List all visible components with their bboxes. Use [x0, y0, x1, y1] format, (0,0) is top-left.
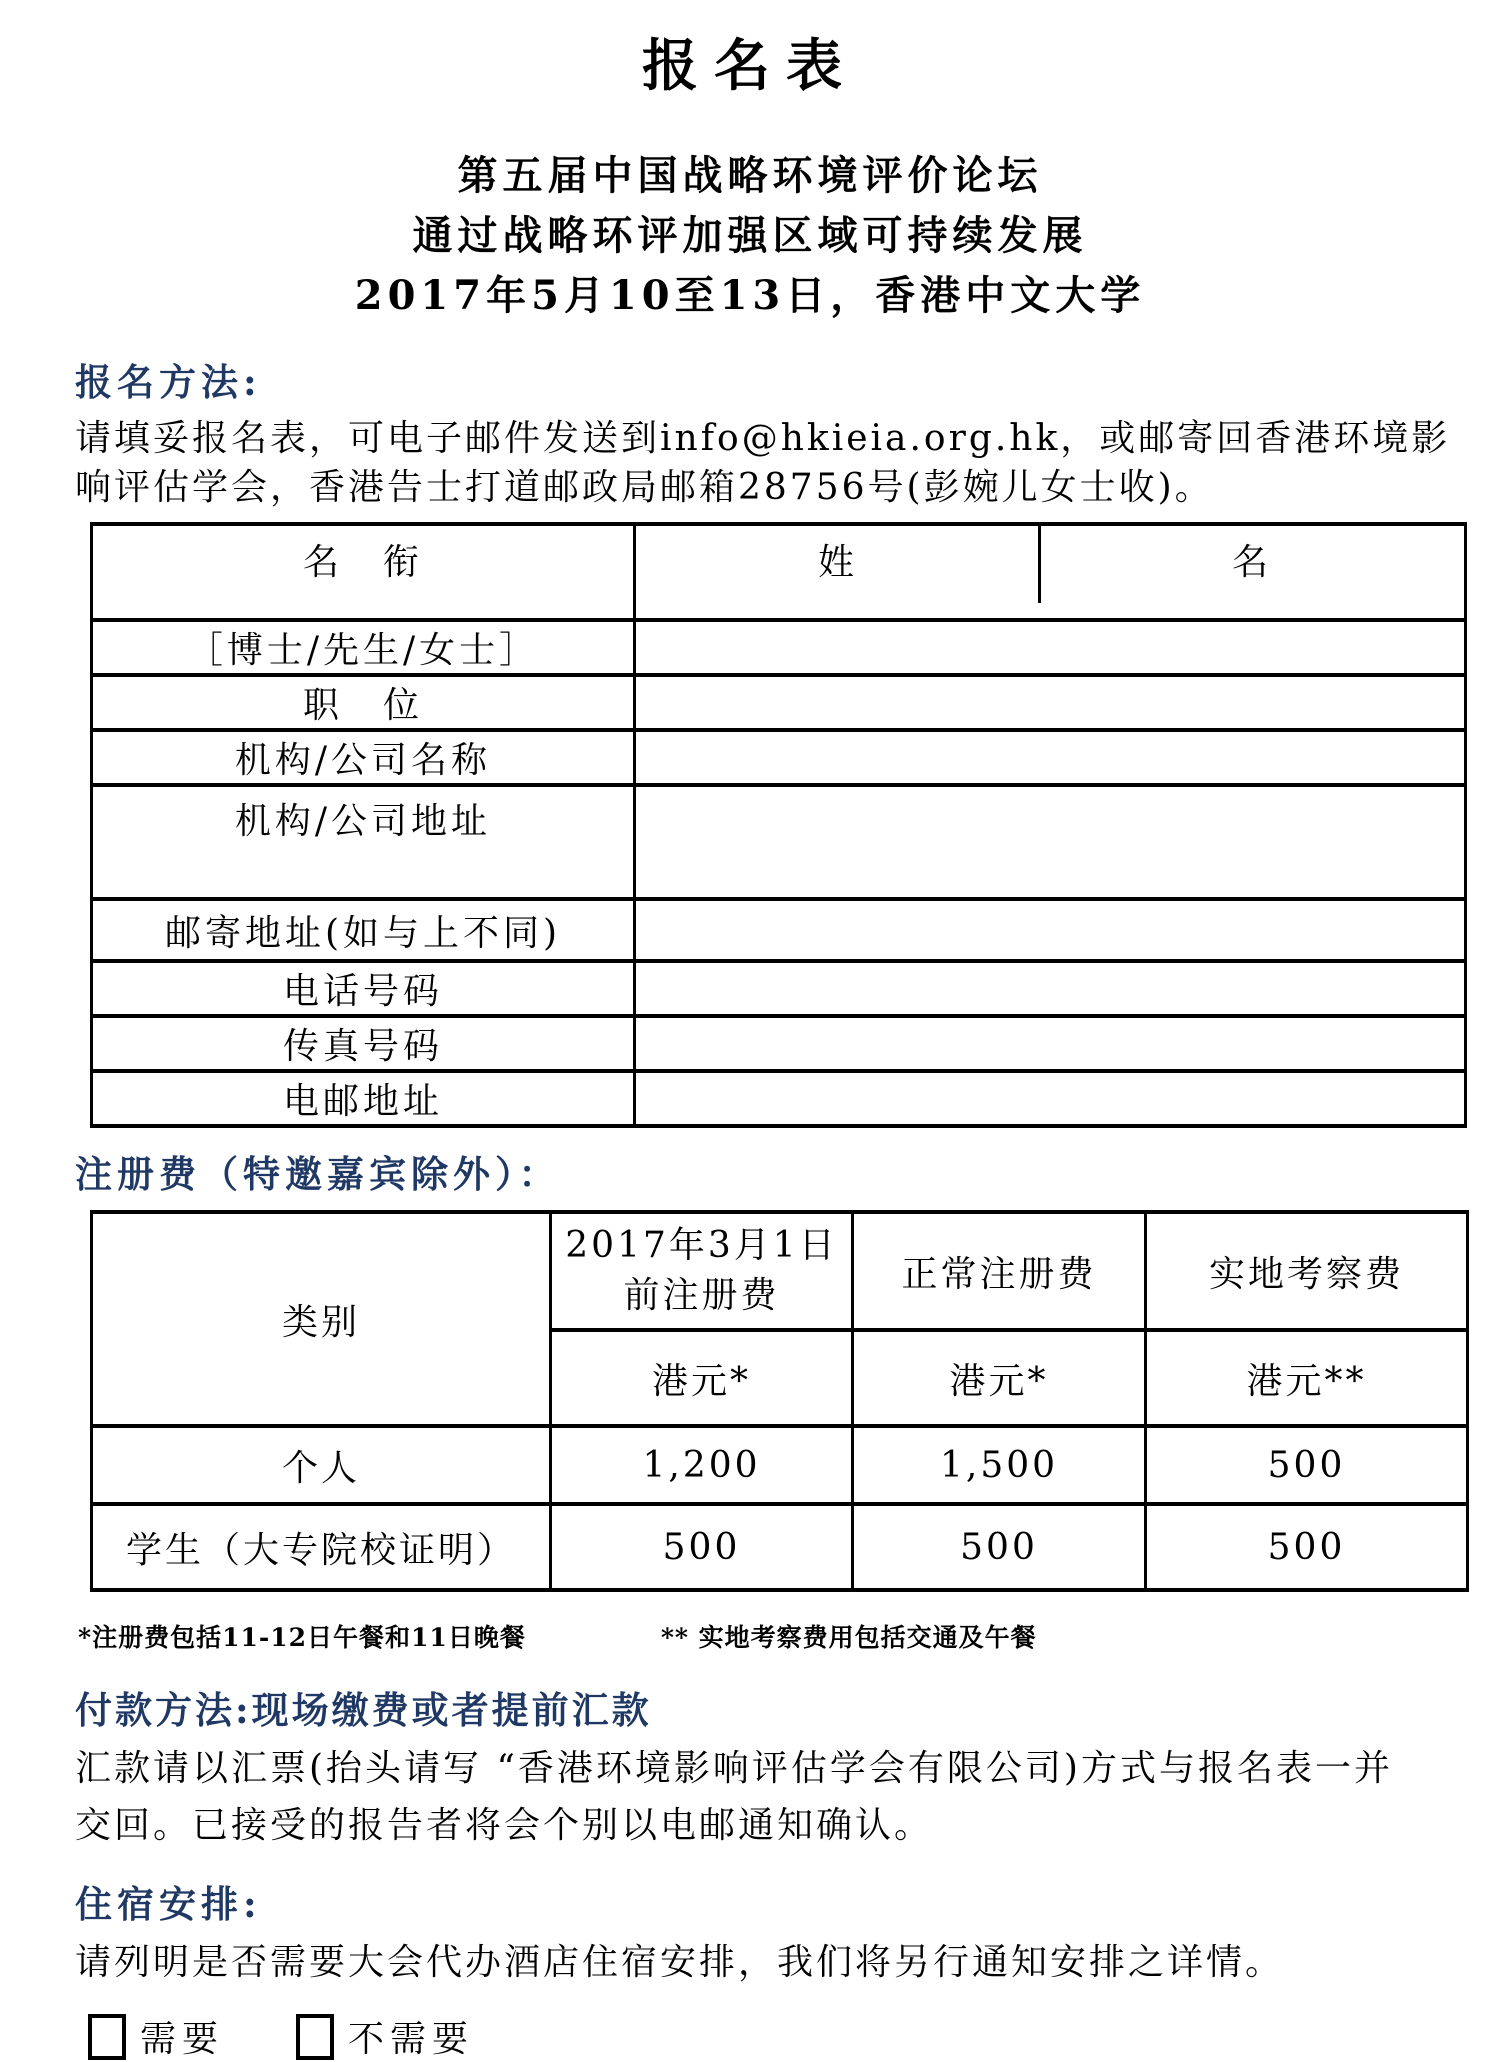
fees-unit-normal: 港元*	[853, 1330, 1146, 1426]
payment-method-heading: 付款方法:现场缴费或者提前汇款	[75, 1688, 652, 1732]
label-organization-name: 机构/公司名称	[92, 730, 635, 785]
fees-row-individual-label: 个人	[92, 1426, 551, 1504]
email-field[interactable]	[635, 1071, 1466, 1126]
fees-table	[90, 1210, 1469, 1592]
no-need-label: 不需要	[348, 2019, 475, 2060]
registration-method-heading: 报名方法:	[75, 360, 262, 404]
need-label: 需要	[140, 2019, 225, 2060]
fees-individual-early: 1,200	[551, 1426, 853, 1504]
table-row	[92, 1016, 1466, 1071]
fees-col-site-visit: 实地考察费	[1146, 1212, 1468, 1330]
phone-field[interactable]	[635, 961, 1466, 1016]
label-position: 职 位	[92, 675, 635, 730]
label-mailing-address: 邮寄地址(如与上不同)	[92, 899, 635, 961]
payment-paragraph	[75, 1740, 1465, 1854]
table-row	[92, 620, 1466, 675]
organization-address-field[interactable]	[635, 785, 1466, 899]
option-need	[88, 2011, 224, 2062]
table-row	[92, 785, 1466, 899]
organization-name-field[interactable]	[635, 730, 1466, 785]
fees-row-student-label: 学生（大专院校证明）	[92, 1504, 551, 1590]
accommodation-heading: 住宿安排:	[75, 1882, 262, 1926]
fees-col-category: 类别	[92, 1212, 551, 1426]
table-row	[92, 1071, 1466, 1126]
fees-student-normal: 500	[853, 1504, 1146, 1590]
table-row	[92, 524, 1466, 620]
fees-col-early-line2: 前注册费	[623, 1275, 780, 1316]
fax-field[interactable]	[635, 1016, 1466, 1071]
surname-field[interactable]: 姓	[635, 524, 1041, 620]
label-salutation: ［博士/先生/女士］	[92, 620, 635, 675]
fees-heading: 注册费（特邀嘉宾除外）：	[75, 1152, 561, 1196]
table-row	[92, 730, 1466, 785]
fees-unit-site: 港元**	[1146, 1330, 1468, 1426]
fees-individual-normal: 1,500	[853, 1426, 1146, 1504]
footnote-site-visit-fee: ** 实地考察费用包括交通及午餐	[660, 1623, 1037, 1652]
table-row	[92, 1212, 1468, 1330]
label-phone: 电话号码	[92, 961, 635, 1016]
mailing-address-field[interactable]	[635, 899, 1466, 961]
personal-info-table	[90, 522, 1467, 1128]
table-row	[92, 1426, 1468, 1504]
table-row	[92, 675, 1466, 730]
fees-col-early-line1: 2017年3月1日	[565, 1225, 838, 1266]
table-row	[92, 961, 1466, 1016]
salutation-field[interactable]	[635, 620, 1466, 675]
header-name-title: 名 衔	[92, 524, 635, 620]
event-name: 第五届中国战略环境评价论坛	[457, 152, 1043, 199]
label-email: 电邮地址	[92, 1071, 635, 1126]
accommodation-paragraph: 请列明是否需要大会代办酒店住宿安排，我们将另行通知安排之详情。	[75, 1942, 1285, 1983]
table-row	[92, 1504, 1468, 1590]
accommodation-options	[88, 2011, 1500, 2062]
payment-line2: 交回。已接受的报告者将会个别以电邮通知确认。	[75, 1805, 934, 1846]
fee-footnotes	[78, 1618, 1500, 1654]
event-date-venue: 2017年5月10至13日，香港中文大学	[354, 272, 1146, 319]
position-field[interactable]	[635, 675, 1466, 730]
footnote-registration-fee: *注册费包括11-12日午餐和11日晚餐	[78, 1623, 526, 1652]
label-organization-address: 机构/公司地址	[92, 785, 635, 899]
event-theme: 通过战略环评加强区域可持续发展	[412, 212, 1088, 259]
need-checkbox[interactable]	[88, 2014, 126, 2060]
event-subtitle	[0, 146, 1500, 326]
given-name-field[interactable]: 名	[1040, 524, 1466, 620]
fees-student-early: 500	[551, 1504, 853, 1590]
payment-line1: 汇款请以汇票(抬头请写 “香港环境影响评估学会有限公司)方式与报名表一并	[75, 1748, 1393, 1789]
registration-method-line2: 响评估学会，香港告士打道邮政局邮箱28756号(彭婉儿女士收)。	[75, 467, 1214, 508]
fees-col-early	[551, 1212, 853, 1330]
fees-student-site: 500	[1146, 1504, 1468, 1590]
label-fax: 传真号码	[92, 1016, 635, 1071]
registration-method-line1: 请填妥报名表，可电子邮件发送到info@hkieia.org.hk，或邮寄回香港环境影	[75, 418, 1451, 459]
page-title: 报名表	[642, 33, 858, 99]
registration-method-paragraph	[75, 414, 1465, 512]
table-row	[92, 899, 1466, 961]
option-no-need	[296, 2011, 474, 2062]
no-need-checkbox[interactable]	[296, 2014, 334, 2060]
fees-col-normal: 正常注册费	[853, 1212, 1146, 1330]
fees-unit-early: 港元*	[551, 1330, 853, 1426]
fees-individual-site: 500	[1146, 1426, 1468, 1504]
